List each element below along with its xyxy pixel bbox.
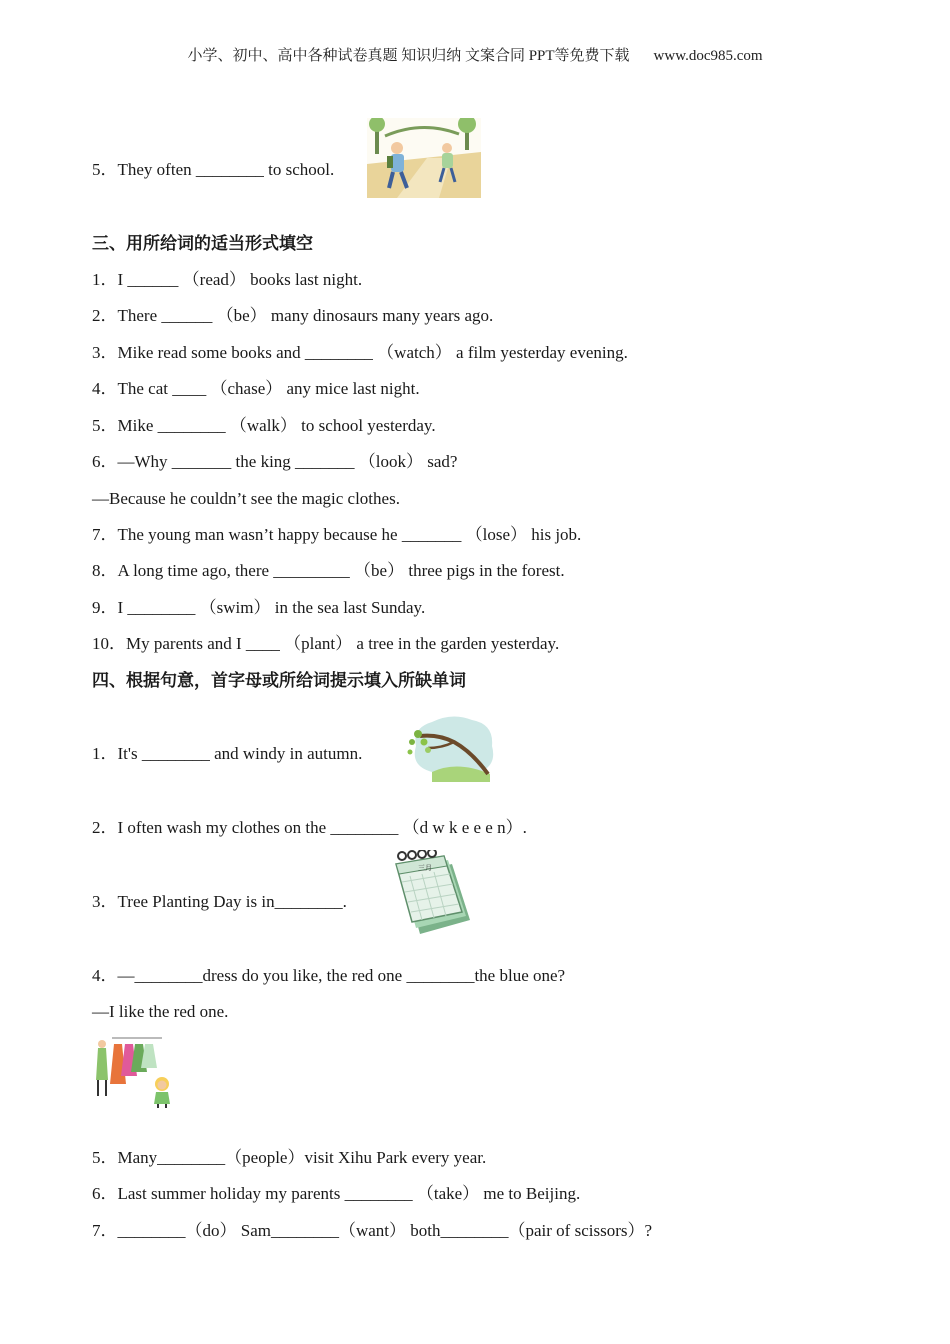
- section4-question-5: 5．Many________（people）visit Xihu Park every year.: [92, 1148, 487, 1167]
- section3-item-3: 3．Mike read some books and ________ （watch） a film yesterday evening.: [92, 343, 628, 362]
- section3-title: 三、用所给词的适当形式填空: [92, 234, 313, 254]
- section4-question-1: 1．It's ________ and windy in autumn.: [92, 744, 363, 763]
- dresses-illustration: [92, 1036, 178, 1110]
- section4-question-6: 6．Last summer holiday my parents ________ （take） me to Beijing.: [92, 1184, 581, 1203]
- section4-question-7: 7．________（do） Sam________（want） both________（pair of scissors）?: [92, 1221, 653, 1240]
- calendar-illustration: [390, 850, 476, 938]
- section3-item-1: 1．I ______ （read） books last night.: [92, 270, 363, 289]
- page-header: [0, 45, 950, 67]
- section3-item-9: 9．I ________ （swim） in the sea last Sunday.: [92, 598, 426, 617]
- section3-item-10: 10．My parents and I ____ （plant） a tree in the garden yesterday.: [92, 634, 560, 653]
- header-text: 小学、初中、高中各种试卷真题 知识归纳 文案合同 PPT等免费下载: [187, 48, 630, 64]
- section3-item-2: 2．There ______ （be） many dinosaurs many years ago.: [92, 306, 494, 325]
- section4-question-3: 3．Tree Planting Day is in________.: [92, 892, 347, 911]
- section3-item-4: 4．The cat ____ （chase） any mice last night.: [92, 379, 420, 398]
- section4-question-4: 4．—________dress do you like, the red one ________the blue one?: [92, 966, 566, 985]
- section3-item-7: 7．The young man wasn’t happy because he _______ （lose） his job.: [92, 525, 582, 544]
- section3-item-6: 6．—Why _______ the king _______ （look） sad?: [92, 452, 458, 471]
- section3-item-5: 5．Mike ________ （walk） to school yesterday.: [92, 416, 436, 435]
- section3-item-6-answer: —Because he couldn’t see the magic clothes.: [92, 489, 400, 508]
- walking-to-school-illustration: [367, 118, 481, 198]
- header-site: www.doc985.com: [653, 48, 763, 64]
- section3-item-8: 8．A long time ago, there _________ （be） three pigs in the forest.: [92, 561, 565, 580]
- section4-title: 四、根据句意，首字母或所给词提示填入所缺单词: [92, 671, 466, 691]
- calendar-month-label: 三月: [418, 864, 432, 872]
- windy-tree-illustration: [402, 712, 498, 782]
- section2-question-5: 5．They often ________ to school.: [92, 160, 335, 179]
- section4-question-4-answer: —I like the red one.: [92, 1002, 229, 1021]
- section4-question-2: 2．I often wash my clothes on the ________ （d w k e e e n）.: [92, 818, 527, 837]
